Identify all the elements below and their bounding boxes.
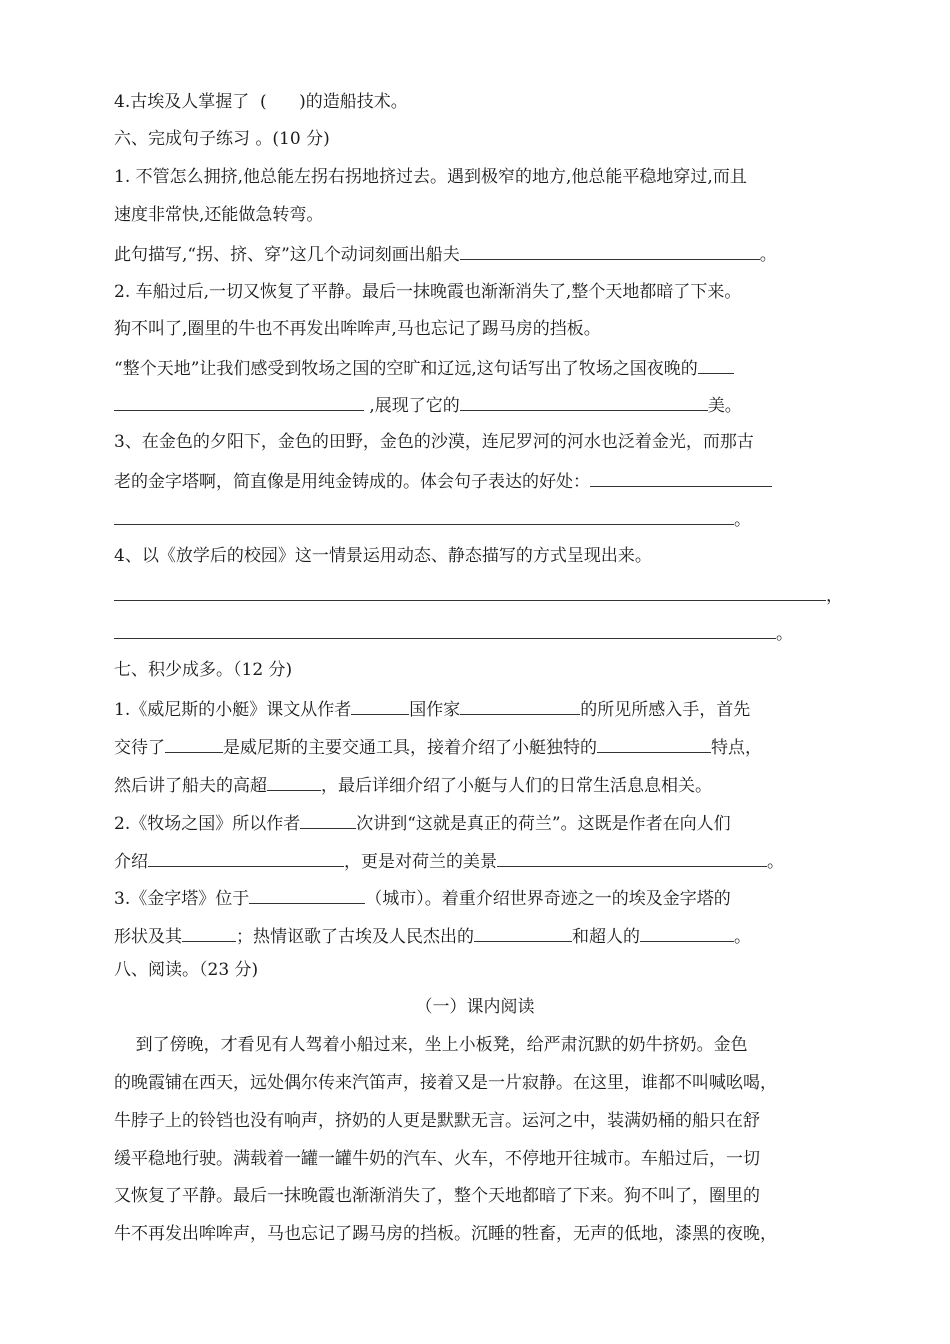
answer-blank[interactable] xyxy=(351,697,409,715)
answer-blank[interactable] xyxy=(460,697,580,715)
answer-blank[interactable] xyxy=(114,393,364,411)
section-6-heading: 六、完成句子练习 。(10 分) xyxy=(114,129,330,149)
sentence-2-answer-line: ,展现了它的 美。 xyxy=(114,393,742,417)
answer-blank[interactable] xyxy=(474,924,572,942)
answer-blank[interactable] xyxy=(114,621,776,639)
answer-blank[interactable] xyxy=(460,393,708,411)
answer-blank[interactable] xyxy=(182,924,236,942)
reading-paragraph-line: 又恢复了平静。最后一抹晚霞也渐渐消失了，整个天地都暗了下来。狗不叫了，圈里的 xyxy=(114,1186,760,1206)
answer-blank[interactable] xyxy=(249,886,365,904)
sentence-4-answer-line-2: 。 xyxy=(114,621,793,645)
reading-subtitle: （一）课内阅读 xyxy=(415,997,535,1017)
answer-blank[interactable] xyxy=(165,735,223,753)
section-7-heading: 七、积少成多。（12 分) xyxy=(114,660,293,680)
sentence-4-prompt: 4、以《放学后的校园》这一情景运用动态、静态描写的方式呈现出来。 xyxy=(114,546,652,566)
answer-blank[interactable] xyxy=(267,773,321,791)
sentence-1-line-2: 速度非常快,还能做急转弯。 xyxy=(114,205,324,225)
section-8-heading: 八、阅读。（23 分) xyxy=(114,960,259,980)
q7-1-line-1: 1.《威尼斯的小艇》课文从作者 国作家 的所见所感入手，首先 xyxy=(114,697,750,721)
sentence-4-answer-line-1: ， xyxy=(114,583,843,607)
sentence-2-question: “整个天地”让我们感受到牧场之国的空旷和辽远,这句话写出了牧场之国夜晚的 xyxy=(114,356,734,380)
question-4: 4.古埃及人掌握了 ( )的造船技术。 xyxy=(114,92,408,112)
answer-blank[interactable] xyxy=(590,469,772,487)
answer-blank[interactable] xyxy=(300,811,356,829)
sentence-3-line-1: 3、在金色的夕阳下，金色的田野，金色的沙漠，连尼罗河的河水也泛着金光，而那古 xyxy=(114,432,754,452)
sentence-1-line-1: 1. 不管怎么拥挤,他总能左拐右拐地挤过去。遇到极窄的地方,他总能平稳地穿过,而且 xyxy=(114,167,747,187)
answer-blank[interactable] xyxy=(597,735,711,753)
answer-blank[interactable] xyxy=(698,356,734,374)
answer-blank[interactable] xyxy=(148,849,344,867)
answer-blank[interactable] xyxy=(114,507,734,525)
reading-paragraph-line: 牛脖子上的铃铛也没有响声，挤奶的人更是默默无言。运河之中，装满奶桶的船只在舒 xyxy=(114,1111,760,1131)
reading-paragraph-line: 到了傍晚，才看见有人驾着小船过来，坐上小板凳，给严肃沉默的奶牛挤奶。金色 xyxy=(114,1035,748,1055)
sentence-1-question: 此句描写,“拐、挤、穿”这几个动词刻画出船夫 。 xyxy=(114,242,777,266)
sentence-3-answer-line: 。 xyxy=(114,507,751,531)
q7-1-line-3: 然后讲了船夫的高超 ，最后详细介绍了小艇与人们的日常生活息息相关。 xyxy=(114,773,712,797)
sentence-2-line-1: 2. 车船过后,一切又恢复了平静。最后一抹晚霞也渐渐消失了,整个天地都暗了下来。 xyxy=(114,282,742,302)
q7-1-line-2: 交待了 是威尼斯的主要交通工具，接着介绍了小艇独特的 特点， xyxy=(114,735,762,759)
answer-blank[interactable] xyxy=(460,242,760,260)
q7-2-line-1: 2.《牧场之国》所以作者 次讲到“这就是真正的荷兰”。这既是作者在向人们 xyxy=(114,811,731,835)
reading-paragraph-line: 牛不再发出哞哞声，马也忘记了踢马房的挡板。沉睡的牲畜，无声的低地，漆黑的夜晚， xyxy=(114,1224,777,1244)
q7-3-line-2: 形状及其 ；热情讴歌了古埃及人民杰出的 和超人的 。 xyxy=(114,924,751,948)
sentence-3-line-2: 老的金字塔啊，简直像是用纯金铸成的。体会句子表达的好处： xyxy=(114,469,772,493)
answer-blank[interactable] xyxy=(640,924,734,942)
reading-paragraph-line: 的晚霞铺在西天，远处偶尔传来汽笛声，接着又是一片寂静。在这里，谁都不叫喊吆喝， xyxy=(114,1073,777,1093)
reading-paragraph-line: 缓平稳地行驶。满载着一罐一罐牛奶的汽车、火车，不停地开往城市。车船过后，一切 xyxy=(114,1149,760,1169)
answer-blank[interactable] xyxy=(497,849,767,867)
q7-2-line-2: 介绍 ，更是对荷兰的美景 。 xyxy=(114,849,784,873)
q7-3-line-1: 3.《金字塔》位于 （城市）。着重介绍世界奇迹之一的埃及金字塔的 xyxy=(114,886,731,910)
answer-blank[interactable] xyxy=(114,583,826,601)
sentence-2-line-2: 狗不叫了,圈里的牛也不再发出哞哞声,马也忘记了踢马房的挡板。 xyxy=(114,319,601,339)
